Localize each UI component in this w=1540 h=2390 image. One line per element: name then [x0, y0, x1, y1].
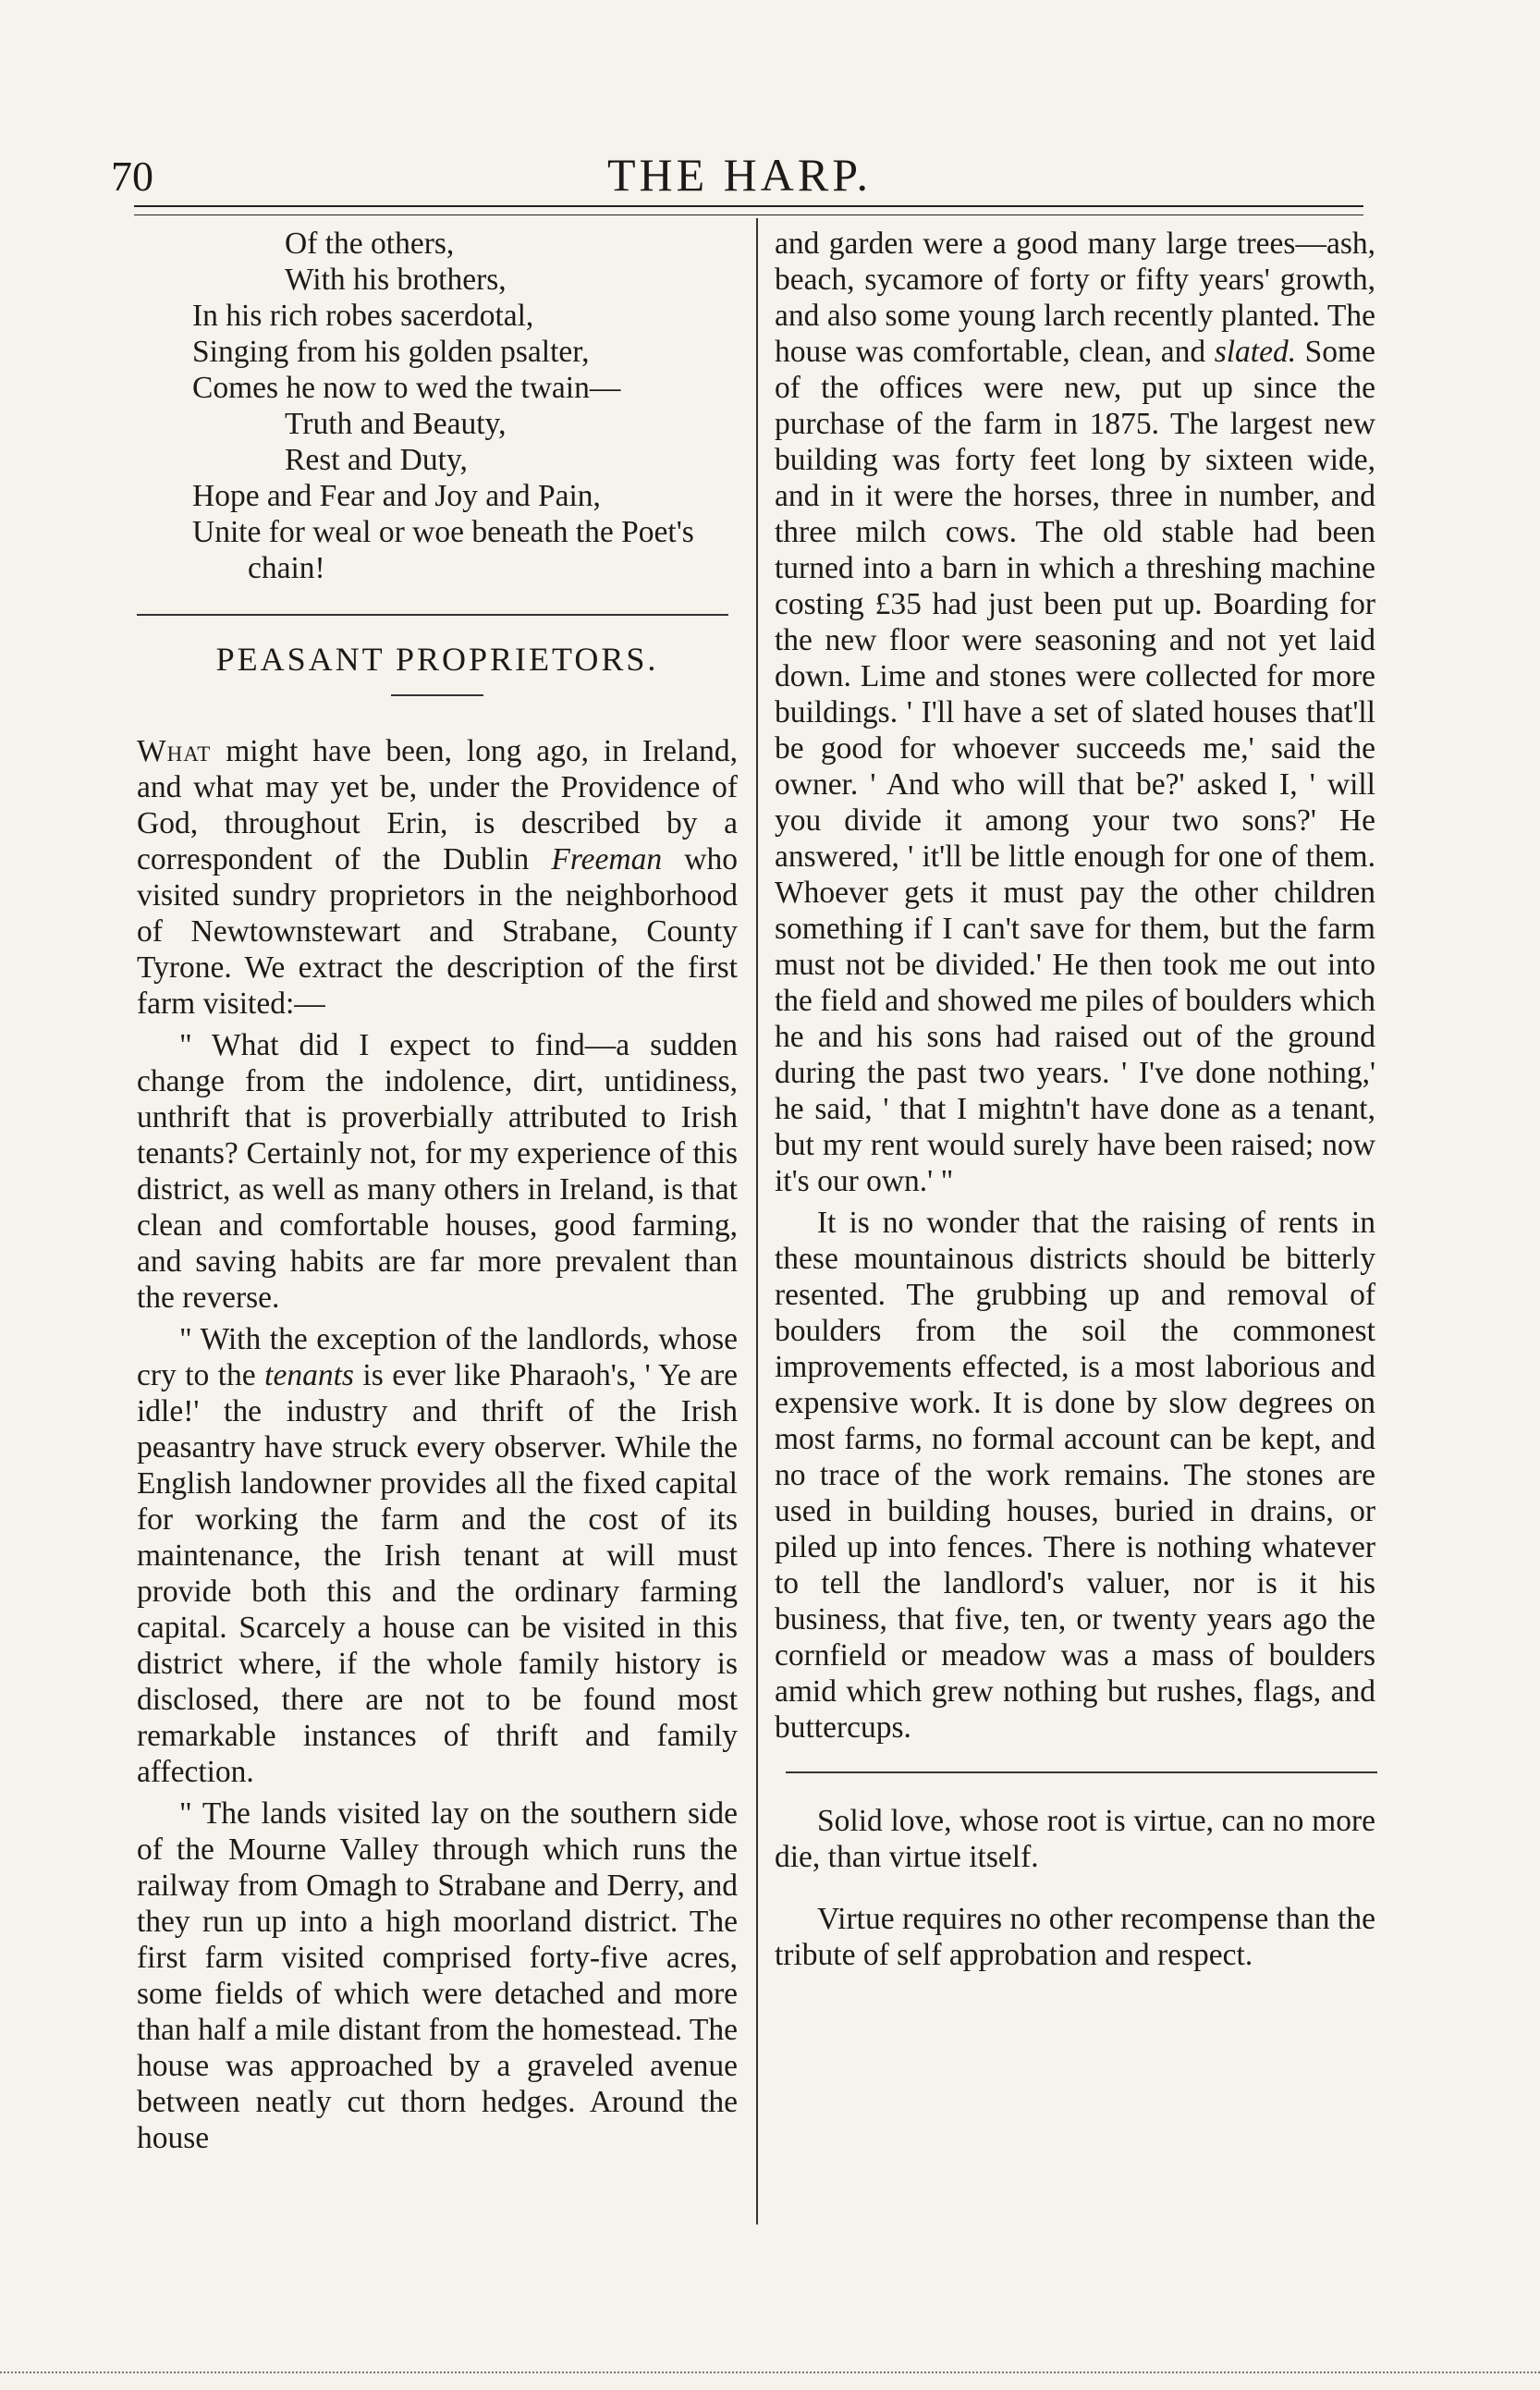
- title-rule: [391, 694, 483, 696]
- poem-line: Truth and Beauty,: [285, 407, 507, 441]
- paragraph-text-end: Some of the offices were new, put up since the purchase of the farm in 1875. The largest new building was forty feet long by sixteen wide, and in it were the horses, three in number, and three milch cows. The old stable had been turned into a barn in which a threshing machine costing £35 had just been put up. Boarding for the new floor were seasoning and not yet laid down. Lime and stones were collected for more buildings. ' I'll have a set of slated houses that'll be good for whoever succeeds me,' said the owner. ' And who will that be?' asked I, ' will you divide it among your two sons?' He answered, ' it'll be little enough for one of them. Whoever gets it must pay the other children something if I can't save for them, but the farm must not be divided.' He then took me out into the field and showed me piles of boulders which he and his sons had raised out of the ground during the past two years. ' I've done nothing,' he said, ' that I mightn't have done as a tenant, but my rent would surely have been raised; now it's our own.' ": [775, 335, 1375, 1198]
- page-header: [111, 148, 1368, 213]
- paragraph-emphasis: slated.: [1214, 335, 1297, 369]
- header-rule: [134, 205, 1363, 207]
- header-rule-thin: [134, 214, 1363, 215]
- maxim: Virtue requires no other recompense than the tribute of self approbation and respect.: [775, 1902, 1375, 1972]
- left-column: [137, 226, 738, 2162]
- article-paragraph: It is no wonder that the raising of rents in these mountainous districts should be bitterly resented. The grubbing up and removal of boulders from the soil the commonest improvements effected, is a most laborious and expensive work. It is done by slow degrees on most farms, no formal account can be kept, and no trace of the work remains. The stones are used in building houses, buried in drains, or piled up into fences. There is nothing whatever to tell the landlord's valuer, nor is it his business, that five, ten, or twenty years ago the cornfield or meadow was a mass of boulders amid which grew nothing but rushes, flags, and buttercups.: [775, 1206, 1375, 1745]
- paragraph-text: and garden were a good many large trees—ash, beach, sycamore of forty or fifty years' growth, and also some young larch recently planted. The house was comfortable, clean, and: [775, 227, 1375, 369]
- section-separator: [786, 1771, 1377, 1773]
- poem-line: chain!: [248, 551, 325, 585]
- page-number: 70: [111, 153, 153, 200]
- intro-text: might have been, long ago, in Ireland, and what may yet be, under the Providence of God, throughout Erin, is described by a correspondent of the Dublin: [137, 734, 738, 876]
- poem-line: Comes he now to wed the twain—: [192, 371, 621, 405]
- poem-fragment: [192, 226, 738, 586]
- poem-line: Singing from his golden psalter,: [192, 335, 590, 369]
- article-paragraph: " The lands visited lay on the southern side of the Mourne Valley through which runs the railway from Omagh to Strabane and Derry, and they run up into a high moorland district. The first farm visited comprised forty-five acres, some fields of which were detached and more than half a mile distant from the homestead. The house was approached by a graveled avenue between neatly cut thorn hedges. Around the house: [137, 1796, 738, 2155]
- poem-line: Of the others,: [285, 227, 455, 261]
- poem-line: Hope and Fear and Joy and Pain,: [192, 479, 601, 513]
- poem-line: Unite for weal or woe beneath the Poet's: [192, 515, 694, 549]
- article-title: PEASANT PROPRIETORS.: [215, 641, 659, 678]
- article-paragraph: " What did I expect to find—a sudden change from the indolence, dirt, untidiness, unthrift that is proverbially attributed to Irish tenants? Certainly not, for my experience of this district, as well as many others in Ireland, is that clean and comfortable houses, good farming, and saving habits are far more prevalent than the reverse.: [137, 1028, 738, 1315]
- paragraph-text-end: is ever like Pharaoh's, ' Ye are idle!' the industry and thrift of the Irish peasantry have struck every observer. While the English landowner provides all the fixed capital for working the farm and the cost of its maintenance, the Irish tenant at will must provide both this and the ordinary farming capital. Scarcely a house can be visited in this district where, if the whole family history is disclosed, there are not to be found most remarkable instances of thrift and family affection.: [137, 1358, 739, 1789]
- section-separator: [137, 614, 728, 616]
- intro-lead: What: [137, 734, 212, 768]
- column-divider: [756, 218, 758, 2225]
- paragraph-emphasis: tenants: [264, 1358, 354, 1392]
- article-paragraph: [137, 1321, 738, 1790]
- article-intro: [137, 733, 738, 1022]
- poem-line: With his brothers,: [285, 263, 507, 297]
- right-column: [775, 226, 1375, 1979]
- page-bottom-edge: [0, 2372, 1540, 2373]
- paragraph-text: " With the exception of the landlords, whose cry to the: [137, 1322, 738, 1392]
- intro-text-end: who visited sundry proprietors in the neighborhood of Newtownstewart and Strabane, County Tyrone. We extract the description of the first farm visited:—: [137, 842, 738, 1021]
- maxim: Solid love, whose root is virtue, can no more die, than virtue itself.: [775, 1804, 1375, 1874]
- poem-line: Rest and Duty,: [285, 443, 468, 477]
- intro-newspaper-name: Freeman: [551, 842, 663, 876]
- poem-line: In his rich robes sacerdotal,: [192, 299, 534, 333]
- running-title: THE HARP.: [606, 149, 873, 201]
- article-paragraph-continued: [775, 226, 1375, 1199]
